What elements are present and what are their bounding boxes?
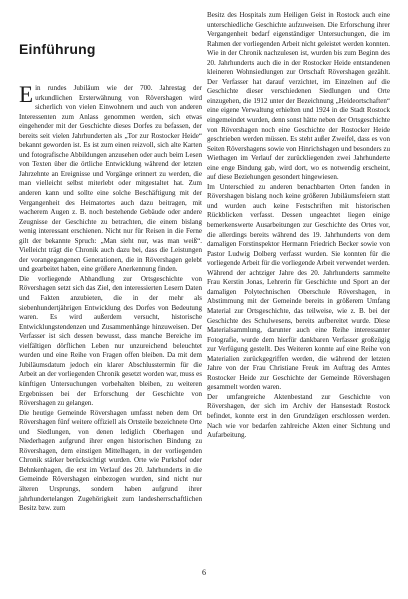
- paragraph: Die heutige Gemeinde Rövershagen umfasst neben dem Ort Rövershagen fünf weitere offiziell als Ortsteile bezeichnete Orte und Siedlungen, von denen lediglich Oberhagen und Niederhagen aufgrund ihrer engen historischen Bindung zu Rövershagen, dem einstigen Mittelhagen, in der vorliegenden Chronik stärker berücksichtigt wurden. Orte wie Purkshof oder Behnkenhagen, die erst im Verlauf des 20. Jahrhunderts in die Gemeinde Rövershagen einbezogen wurden, sind nicht nur älteren Ursprungs, sondern haben aufgrund ihrer jahrhundertelangen Zugehörigkeit zum landesherrschaftlichen Besitz bzw. zum: [19, 408, 202, 513]
- paragraph: Besitz des Hospitals zum Heiligen Geist in Rostock auch eine unterschiedliche Geschichte aufzuweisen. Die Erforschung ihrer Vergangenheit bedarf eigenständiger Untersuchungen, die im Rahmen der vorliegenden Arbeit nicht geleistet werden konnten. Wie in der Chronik nachzulesen ist, wurden bis zum Beginn des 20. Jahrhunderts auch die in der Rostocker Heide entstandenen kleineren Wohnsiedlungen zur Ortschaft Rövershagen gezählt. Der Verfasser hat darauf verzichtet, im Einzelnen auf die Geschichte dieser verschiedenen Siedlungen und Orte einzugehen, die 1912 unter der Bezeichnung „Heideortschaften“ eine eigene Verwaltung erhielten und 1924 in die Stadt Rostock eingemeindet wurden, denn sonst hätte neben der Ortsgeschichte von Rövershagen noch eine Geschichte der Rostocker Heide geschrieben werden müssen. Es steht außer Zweifel, dass es von Seiten Rövershagens sowie von Hinrichshagen und besonders zu Wiethagen im Verlauf der zurückliegenden zwei Jahrhunderte eine enge Bindung gab, wird dort, wo es notwendig erscheint, auf diese Beziehungen gesondert hingewiesen.: [207, 11, 390, 182]
- page-number: 6: [202, 568, 206, 577]
- section-heading: Einführung: [19, 41, 96, 57]
- paragraph: Während der achtziger Jahre des 20. Jahrhunderts sammelte Frau Kerstin Jonas, Lehrerin für Geschichte und Sport an der damaligen Polytechnischen Oberschule Rövershagen, in Abstimmung mit der Gemeinde bereits in größerem Umfang Material zur Ortsgeschichte, das teilweise, wie z. B. bei der Geschichte des Schulwesens, bereits aufbereitet wurde. Diese Materialsammlung, darunter auch eine Reihe interessanter Fotografie, wurde dem hierfür dankbaren Verfasser großzügig zur Verfügung gestellt. Des Weiteren konnte auf eine Reihe von Materialien zurückgegriffen werden, die während der letzten Jahre von der Frau Christiane Freuk im Auftrag des Amtes Rostocker Heide zur Geschichte der Gemeinde Rövershagen gesammelt worden waren.: [207, 268, 390, 392]
- paragraph: Die vorliegende Abhandlung zur Ortsgeschichte von Rövershagen setzt sich das Ziel, den interessierten Lesern Daten und Fakten anzubieten, die in der mehr als siebenhundertjährigen Entwicklung des Dorfes von Bedeutung waren. Es wird außerdem versucht, historische Entwicklungstendenzen und Zusammenhänge hinzuweisen. Der Verfasser ist sich dessen bewusst, dass manche Bereiche im vielfältigen dörflichen Leben nur unzureichend beleuchtet wurden und eine Reihe von Fragen offen bleiben. Da mit dem Jubiläumsdatum jedoch ein klarer Abschlusstermin für die Arbeit an der vorliegenden Chronik gesetzt worden war, muss es künftigen Untersuchungen vorbehalten bleiben, zu weiteren Ergebnissen bei der Erforschung der Geschichte von Rövershagen zu gelangen.: [19, 274, 202, 408]
- drop-cap-letter: E: [19, 82, 34, 107]
- paragraph: Im Unterschied zu anderen benachbarten Orten fanden in Rövershagen bislang noch keine größeren Jubiläumsfeiern statt und wurden auch keine Festschriften mit historischen Rückblicken verfasst. Dessen ungeachtet liegen einige bemerkenswerte Ausarbeitungen zur Geschichte des Ortes vor, die allerdings bereits während des 19. Jahrhunderts von dem damaligen Forstinspektor Hermann Friedrich Becker sowie von Pastor Ludwig Dolberg verfasst wurden. Sie konnten für die vorliegende Arbeit für die vorliegende Arbeit verwendet werden.: [207, 182, 390, 268]
- paragraph: Der umfangreiche Aktenbestand zur Geschichte von Rövershagen, der sich im Archiv der Hansestadt Rostock befindet, konnte erst in den Grundzügen erschlossen werden. Nach wie vor bedarfen zahlreiche Akten einer Sichtung und Aufarbeitung.: [207, 392, 390, 440]
- paragraph: [19, 84, 202, 275]
- left-column: [19, 84, 202, 514]
- paragraph-text: in rundes Jubiläum wie der 700. Jahrestag der urkundlichen Ersterwähnung von Rövershagen wird sicherlich von vielen Einwohnern und auch von anderen Interessenten zum Anlass genommen werden, sich etwas eingehender mit der Geschichte dieses Dorfes zu befassen, der bereits seit vielen Jahrhunderten als „Tor zur Rostocker Heide“ bekannt geworden ist. Es ist zum einen reizvoll, sich alte Karten und fotografische Abbildungen anzusehen oder auch beim Lesen von Texten über die örtliche Entwicklung während der letzten Jahrzehnte an Ereignisse und Vorgänge erinnert zu werden, die man vielleicht selbst miterlebt oder mitgestaltet hat. Zum anderen kann und sollte eine solche Beschäftigung mit der Vergangenheit des Heimatortes auch dazu beitragen, mit wacherem Augen z. B. noch bestehende Gebäude oder andere Zeugnisse der Geschichte zu betrachten, die einem bislang wenig interessant erschienen. Nicht nur für Reisen in die Ferne gilt der bekannte Spruch: „Man sieht nur, was man weiß“. Vielleicht trägt die Chronik auch dazu bei, dass die Leistungen der vorangegangenen Generationen, die in Rövershagen gelebt und gearbeitet haben, eine größere Anerkennung finden.: [19, 84, 202, 274]
- right-column: [207, 11, 390, 441]
